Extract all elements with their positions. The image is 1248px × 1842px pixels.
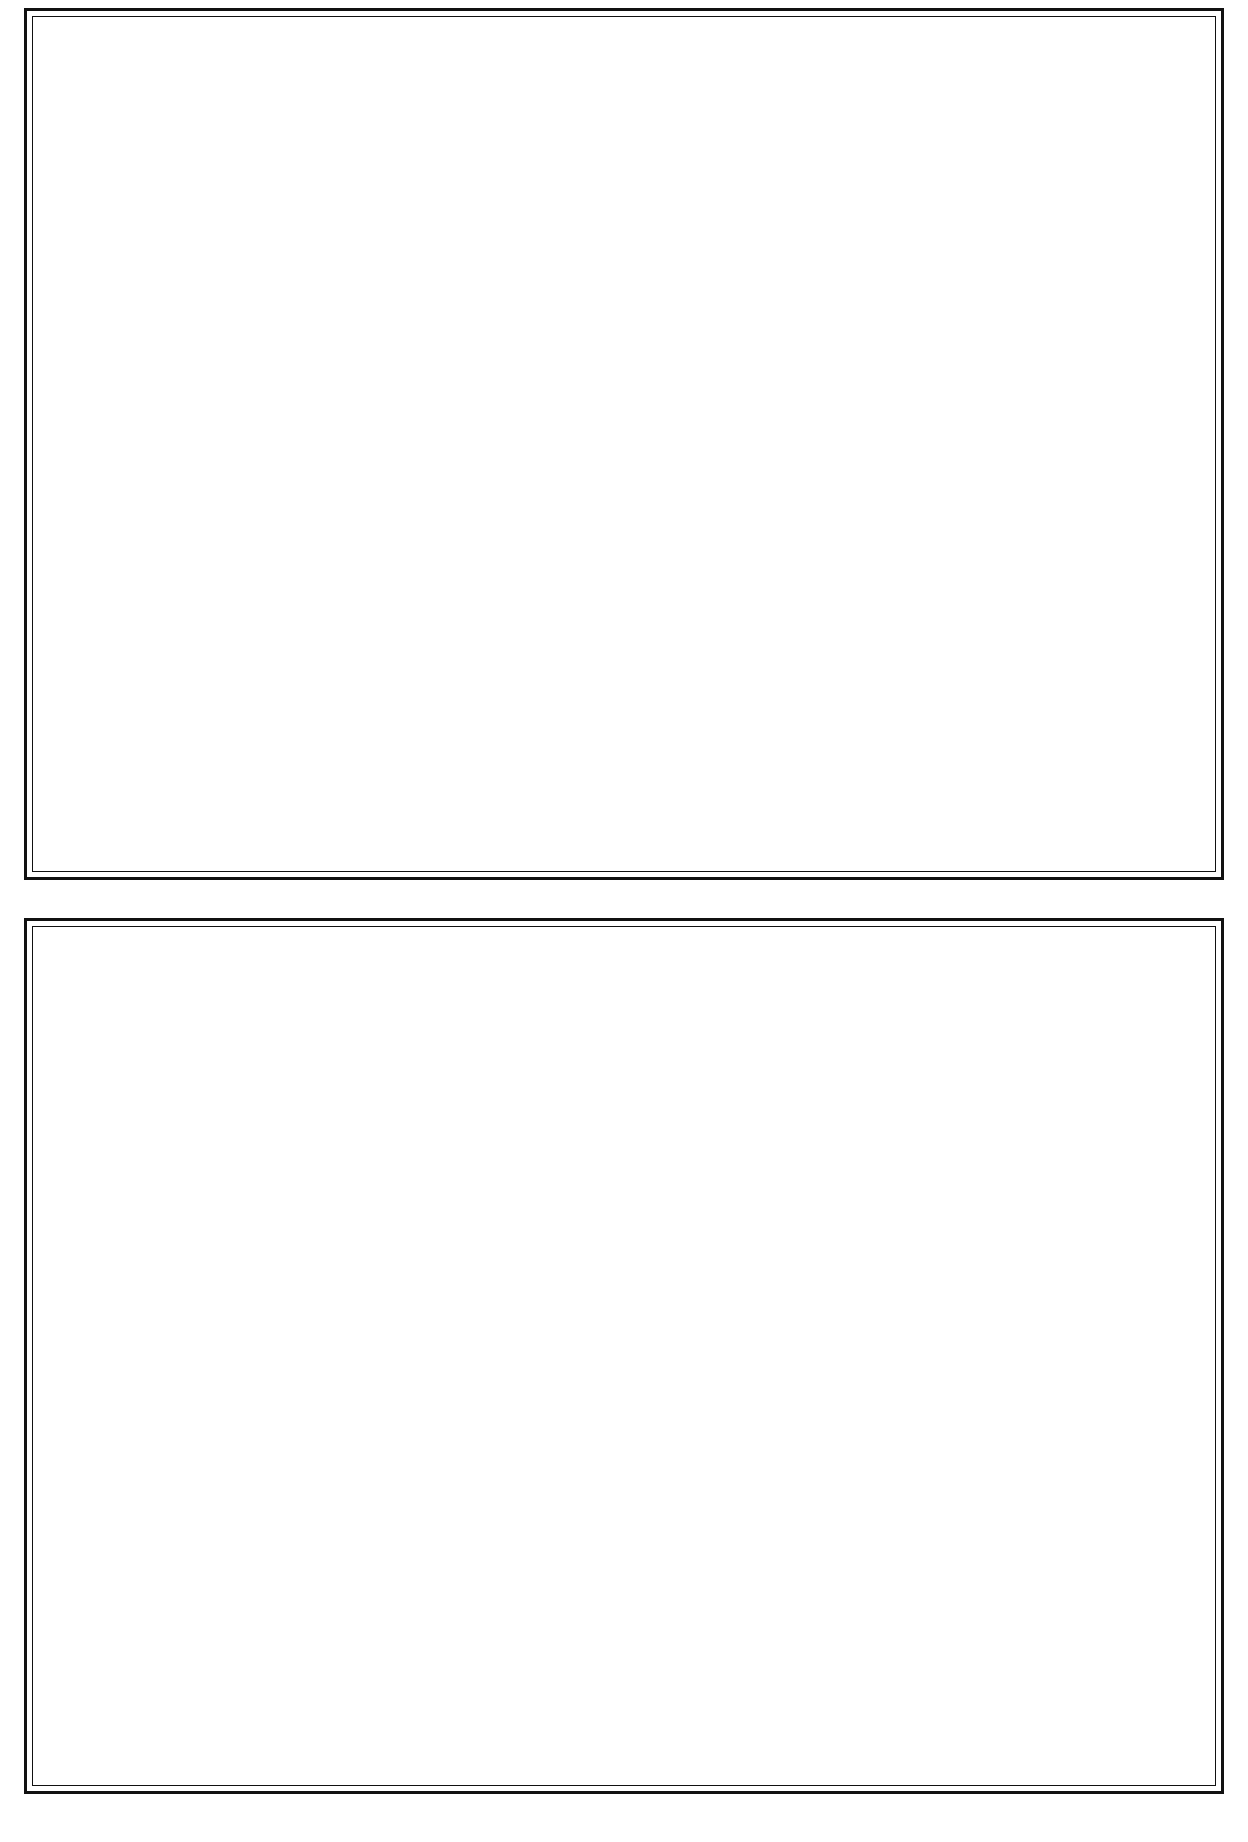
lower-page-panel (24, 918, 1224, 1794)
lower-page-columns (33, 927, 1215, 1785)
upper-page-columns (33, 17, 1215, 871)
upper-page-panel (24, 8, 1224, 880)
